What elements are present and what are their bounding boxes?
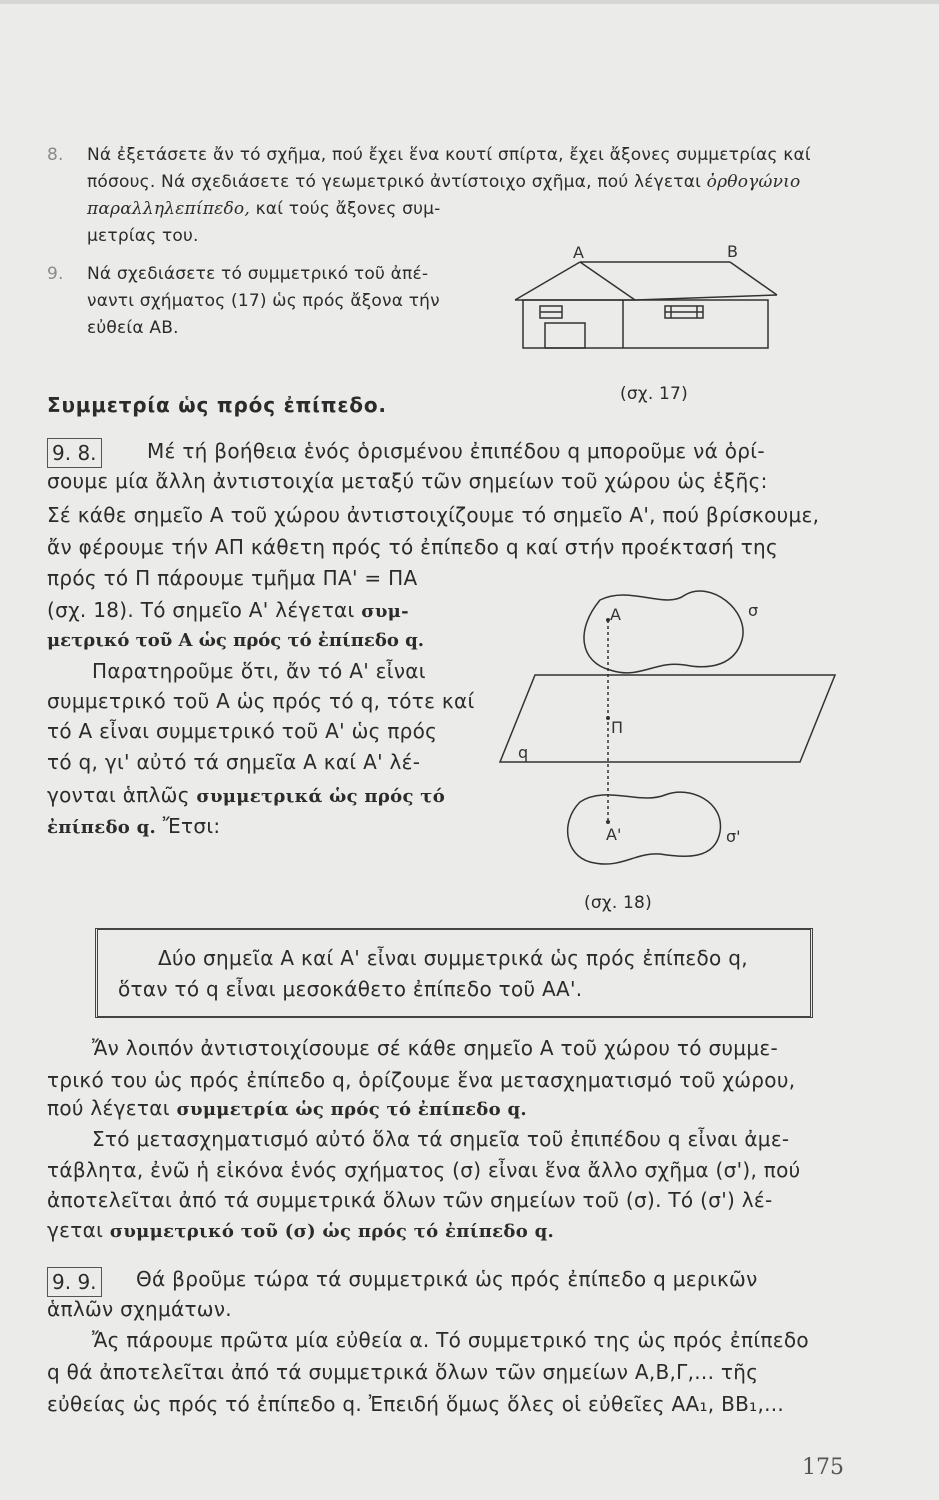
para-term-symmetriko: συμμετρικό τοῦ (σ) ὡς πρός τό ἐπίπεδο q. xyxy=(109,1221,555,1242)
page-number: 175 xyxy=(802,1455,844,1480)
sec98-line-11: τό q, γι' αὐτό τά σημεῖα Α καί Α' λέ- xyxy=(47,750,421,774)
para-line-5: τάβλητα, ἐνῶ ἡ εἰκόνα ἑνός σχήματος (σ) εἶναι ἕνα ἄλλο σχῆμα (σ'), πού xyxy=(47,1158,801,1182)
exercise-8-line-2-text: πόσους. Νά σχεδιάσετε τό γεωμετρικό ἀντίστοιχο σχῆμα, πού λέγεται xyxy=(87,172,707,192)
section-heading: Συμμετρία ὡς πρός ἐπίπεδο. xyxy=(47,393,387,417)
exercise-9-line-3: εὐθεία ΑΒ. xyxy=(87,318,179,338)
sec98-line-10: τό Α εἶναι συμμετρικό τοῦ Α' ὡς πρός xyxy=(47,719,438,743)
sec98-line-6 xyxy=(47,598,409,622)
exercise-8-line-3-text: καί τούς ἄξονες συμ- xyxy=(249,199,441,219)
sec99-line-1: Θά βροῦμε τώρα τά συμμετρικά ὡς πρός ἐπίπεδο q μερικῶν xyxy=(136,1267,758,1291)
para-line-3-text: πού λέγεται xyxy=(47,1096,177,1120)
para-line-1: Ἄν λοιπόν ἀντιστοιχίσουμε σέ κάθε σημεῖο Α τοῦ χώρου τό συμμε- xyxy=(92,1036,778,1060)
fig18-label-sigma: σ xyxy=(748,601,759,620)
fig18-label-sigma-prime: σ' xyxy=(726,827,741,846)
exercise-8-number: 8. xyxy=(47,145,64,165)
sec98-line-7: μετρικό τοῦ Α ὡς πρός τό ἐπίπεδο q. xyxy=(47,630,424,651)
fig18-label-a: A xyxy=(610,605,621,624)
sec98-line-4: ἄν φέρουμε τήν ΑΠ κάθετη πρός τό ἐπίπεδο q καί στήν προέκτασή της xyxy=(47,535,779,559)
sec98-line-3: Σέ κάθε σημεῖο Α τοῦ χώρου ἀντιστοιχίζουμε τό σημεῖο Α', πού βρίσκουμε, xyxy=(47,503,820,527)
roof-left-edge xyxy=(515,262,580,300)
point-pi xyxy=(606,716,610,720)
house-door xyxy=(545,323,585,348)
sec98-term-symmetrika: συμμετρικά ὡς πρός τό xyxy=(196,786,446,807)
figure-18-caption: (σχ. 18) xyxy=(584,893,652,913)
sec99-line-4: q θά ἀποτελεῖται ἀπό τά συμμετρικά ὅλων τῶν σημείων Α,Β,Γ,... τῆς xyxy=(47,1360,759,1384)
fig18-label-q: q xyxy=(518,743,529,762)
sec98-line-12 xyxy=(47,783,445,807)
sec98-line-6-text: (σχ. 18). Τό σημεῖο Α' λέγεται xyxy=(47,598,362,622)
sec98-term-sym: συμ- xyxy=(361,601,409,622)
exercise-8-line-1: Νά ἐξετάσετε ἄν τό σχῆμα, πού ἔχει ἕνα κουτί σπίρτα, ἔχει ἄξονες συμμετρίας καί xyxy=(87,145,811,165)
fig18-label-pi: Π xyxy=(611,718,624,737)
sec98-line-12-text: γονται ἁπλῶς xyxy=(47,783,197,807)
para-term-symmetria: συμμετρία ὡς πρός τό ἐπίπεδο q. xyxy=(176,1099,527,1120)
top-edge-mark xyxy=(0,0,939,4)
section-9-8-number: 9. 8. xyxy=(47,438,102,468)
sec98-line-13 xyxy=(47,814,220,838)
exercise-8-line-4: μετρίας του. xyxy=(87,226,199,246)
roof-right-edge xyxy=(730,262,777,295)
exercise-8-term-orthogonio: ὀρθογώνιο xyxy=(706,172,801,192)
exercise-9-line-1: Νά σχεδιάσετε τό συμμετρικό τοῦ ἀπέ- xyxy=(87,264,429,284)
definition-line-2: ὅταν τό q εἶναι μεσοκάθετο ἐπίπεδο τοῦ ΑΑ'. xyxy=(118,977,583,1001)
sec98-term-epipedo: ἐπίπεδο q. xyxy=(47,817,157,838)
plane-q xyxy=(500,675,835,762)
exercise-8-line-2 xyxy=(87,172,800,192)
sec99-line-2: ἁπλῶν σχημάτων. xyxy=(47,1297,232,1321)
sec98-line-1: Μέ τή βοήθεια ἑνός ὁρισμένου ἐπιπέδου q μποροῦμε νά ὁρί- xyxy=(147,439,765,463)
shape-sigma-prime xyxy=(568,792,721,864)
para-line-2: τρικό του ὡς πρός ἐπίπεδο q, ὁρίζουμε ἕνα μετασχηματισμό τοῦ χώρου, xyxy=(47,1068,796,1092)
sec99-line-5: εὐθείας ὡς πρός τό ἐπίπεδο q. Ἐπειδή ὅμως ὅλες οἱ εὐθεῖες ΑΑ₁, ΒΒ₁,... xyxy=(47,1392,785,1416)
para-line-7-text: γεται xyxy=(47,1218,110,1242)
definition-line-1: Δύο σημεῖα Α καί Α' εἶναι συμμετρικά ὡς πρός ἐπίπεδο q, xyxy=(158,946,748,970)
exercise-8-line-3 xyxy=(87,199,441,219)
figure-18-plane-symmetry xyxy=(480,570,850,880)
sec99-line-3: Ἄς πάρουμε πρῶτα μία εὐθεία α. Τό συμμετρικό της ὡς πρός ἐπίπεδο xyxy=(92,1328,809,1352)
definition-box xyxy=(95,928,813,1018)
exercise-9-number: 9. xyxy=(47,264,64,284)
fig17-label-a: A xyxy=(573,243,584,262)
shape-sigma xyxy=(584,591,743,673)
figure-17-caption: (σχ. 17) xyxy=(620,384,688,404)
exercise-8-term-parallilepipedo: παραλληλεπίπεδο, xyxy=(87,199,250,219)
sec98-line-13-text: Ἔτσι: xyxy=(156,814,221,838)
para-line-4: Στό μετασχηματισμό αὐτό ὅλα τά σημεῖα τοῦ ἐπιπέδου q εἶναι ἀμε- xyxy=(92,1127,790,1151)
sec98-line-2: σουμε μία ἄλλη ἀντιστοιχία μεταξύ τῶν σημείων τοῦ χώρου ὡς ἑξῆς: xyxy=(47,469,768,493)
sec98-line-5: πρός τό Π πάρουμε τμῆμα ΠΑ' = ΠΑ xyxy=(47,566,418,590)
roof-front-edge xyxy=(580,262,635,300)
para-line-7 xyxy=(47,1218,554,1242)
fig18-label-a-prime: A' xyxy=(606,825,622,844)
fig17-label-b: B xyxy=(727,242,738,261)
sec98-line-9: συμμετρικό τοῦ Α ὡς πρός τό q, τότε καί xyxy=(47,689,475,713)
para-line-3 xyxy=(47,1096,527,1120)
section-9-9-number: 9. 9. xyxy=(47,1267,102,1297)
sec98-line-8: Παρατηροῦμε ὅτι, ἄν τό Α' εἶναι xyxy=(92,659,426,683)
para-line-6: ἀποτελεῖται ἀπό τά συμμετρικά ὅλων τῶν σημείων τοῦ (σ). Τό (σ') λέ- xyxy=(47,1188,773,1212)
point-a-prime xyxy=(606,820,610,824)
house-wall xyxy=(523,300,768,348)
exercise-9-line-2: ναντι σχήματος (17) ὡς πρός ἄξονα τήν xyxy=(87,291,440,311)
